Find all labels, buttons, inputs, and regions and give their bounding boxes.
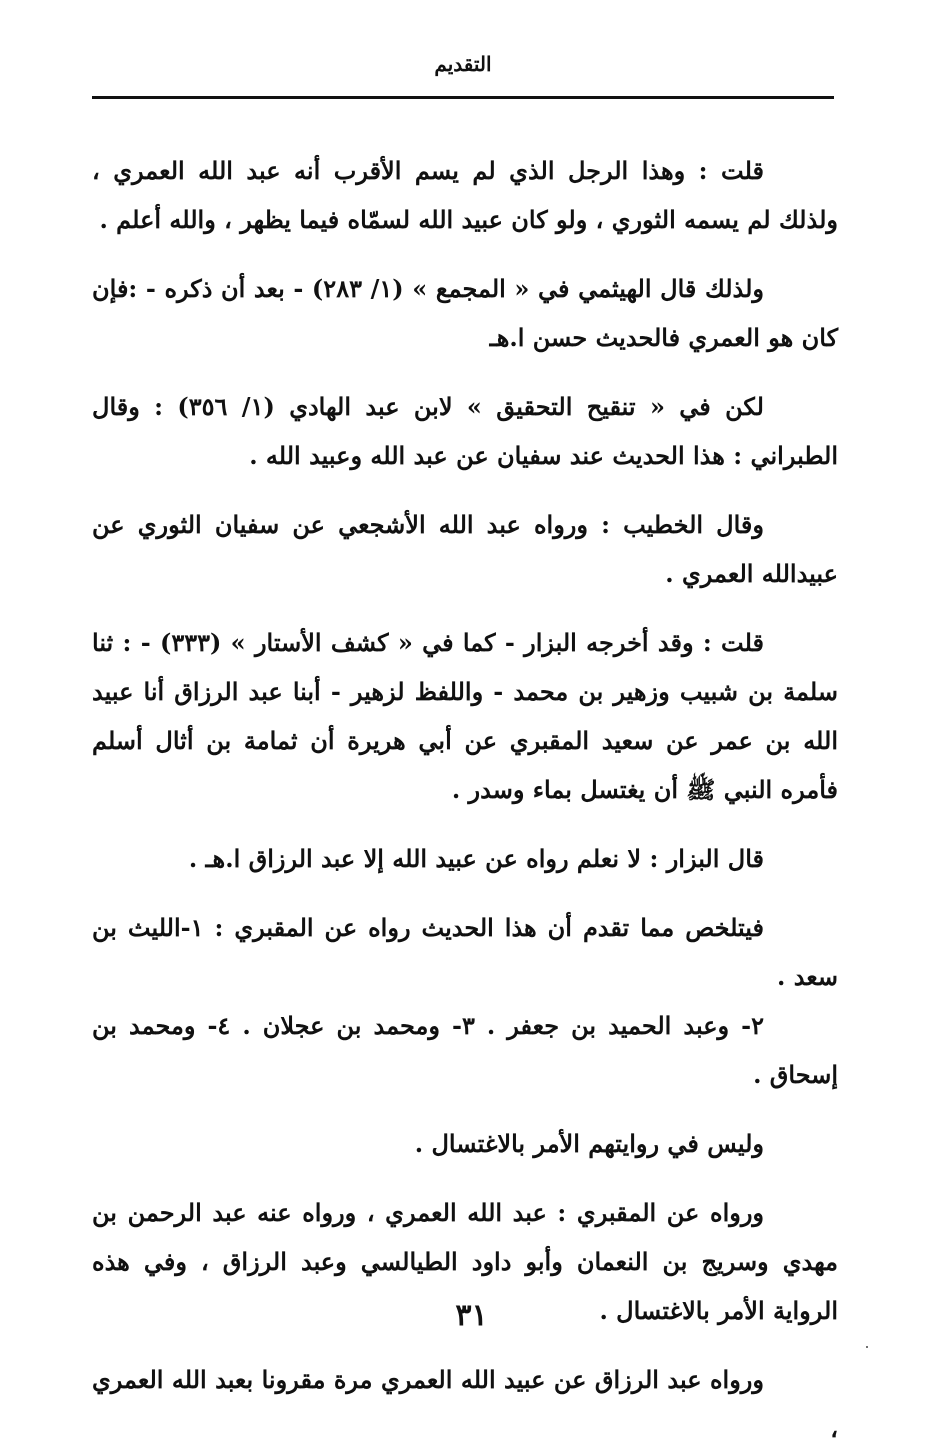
- paragraph-2: ولذلك قال الهيثمي في « المجمع » (١/ ٢٨٣) - بعد أن ذكره - :فإن كان هو العمري فالحديث حسن ا.هـ: [92, 274, 838, 352]
- running-header: التقديم: [434, 52, 492, 76]
- paragraph-10: ورواه عبد الرزاق عن عبيد الله العمري مرة مقرونا بعبد الله العمري ،: [92, 1365, 838, 1443]
- paragraph-7: [92, 903, 838, 1099]
- paragraph-3: لكن في « تنقيح التحقيق » لابن عبد الهادي (١/ ٣٥٦) : وقال الطبراني : هذا الحديث عند سفيان عن عبد الله وعبيد الله .: [92, 392, 838, 470]
- paragraph-6: قال البزار : لا نعلم رواه عن عبيد الله إلا عبد الرزاق ا.هـ .: [188, 844, 764, 873]
- paragraph-9: ورواه عن المقبري : عبد الله العمري ، ورواه عنه عبد الرحمن بن مهدي وسريج بن النعمان وأبو داود الطيالسي وعبد الرزاق ، وفي هذه الرواية الأمر بالاغتسال .: [92, 1198, 838, 1325]
- paragraph-1: قلت : وهذا الرجل الذي لم يسم الأقرب أنه عبد الله العمري ، ولذلك لم يسمه الثوري ، ولو كان عبيد الله لسمّاه فيما يظهر ، والله أعلم .: [92, 156, 838, 234]
- header-rule: [92, 96, 834, 99]
- page-number: ٣١: [455, 1298, 488, 1333]
- paragraph-8: وليس في روايتهم الأمر بالاغتسال .: [414, 1129, 764, 1158]
- body-text: [92, 146, 838, 1453]
- scan-speck: [866, 1346, 868, 1348]
- paragraph-7-line-1: فيتلخص مما تقدم أن هذا الحديث رواه عن المقبري : ١-الليث بن سعد .: [92, 913, 838, 991]
- paragraph-5: قلت : وقد أخرجه البزار - كما في « كشف الأستار » (٣٣٣) - : ثنا سلمة بن شبيب وزهير بن محمد - واللفظ لزهير - أبنا عبد الرزاق أنا عبيد الله بن عمر عن سعيد المقبري عن أبي هريرة أن ثمامة بن أثال أسلم فأمره النبي ﷺ أن يغتسل بماء وسدر .: [92, 628, 838, 804]
- paragraph-4: وقال الخطيب : ورواه عبد الله الأشجعي عن سفيان الثوري عن عبيدالله العمري .: [92, 510, 838, 588]
- paragraph-7-line-2: ٢- وعبد الحميد بن جعفر . ٣- ومحمد بن عجلان . ٤- ومحمد بن إسحاق .: [92, 1011, 838, 1089]
